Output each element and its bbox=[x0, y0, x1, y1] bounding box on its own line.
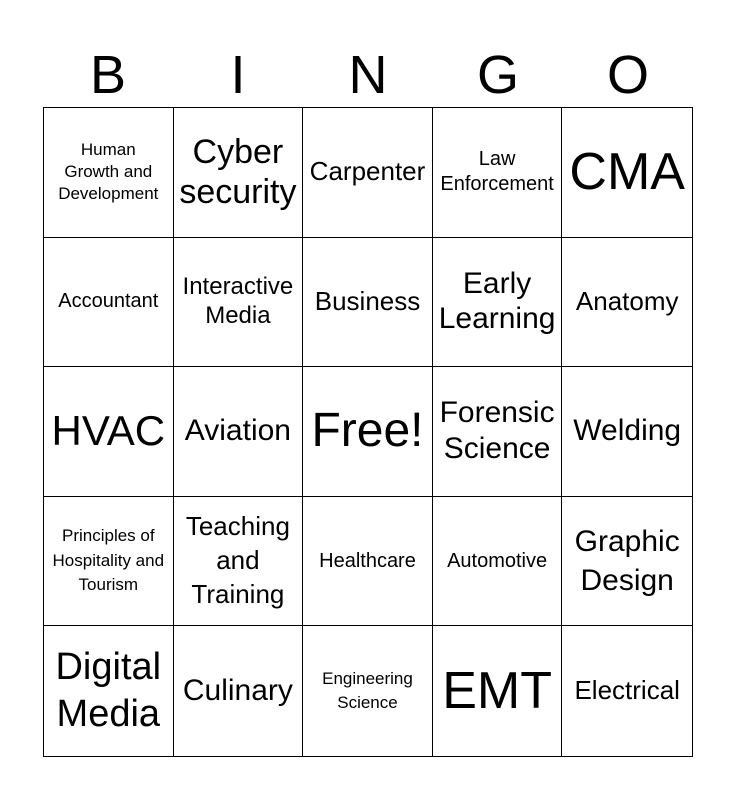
bingo-cell[interactable] bbox=[44, 626, 174, 756]
cell-label: CMA bbox=[569, 142, 685, 201]
header-letter-b: B bbox=[89, 45, 127, 105]
cell-label: Electrical bbox=[574, 675, 680, 706]
bingo-cell[interactable] bbox=[562, 497, 692, 627]
bingo-cell[interactable] bbox=[562, 238, 692, 368]
cell-label: Accountant bbox=[58, 290, 159, 313]
bingo-cell[interactable] bbox=[433, 238, 563, 368]
cell-label: Cyber security bbox=[179, 133, 297, 212]
bingo-cell[interactable] bbox=[174, 238, 304, 368]
cell-label: Graphic Design bbox=[574, 525, 680, 598]
cell-label: Law Enforcement bbox=[440, 148, 554, 196]
cell-label: Principles of Hospitality and Tourism bbox=[52, 526, 165, 595]
cell-label: Culinary bbox=[182, 674, 293, 708]
bingo-cell[interactable] bbox=[433, 367, 563, 497]
bingo-cell[interactable] bbox=[44, 238, 174, 368]
cell-label: EMT bbox=[442, 661, 552, 720]
cell-label: Engineering Science bbox=[322, 668, 413, 713]
free-space-label: Free! bbox=[311, 404, 424, 458]
header-letter-n: N bbox=[348, 45, 388, 105]
bingo-cell[interactable] bbox=[44, 108, 174, 238]
bingo-header bbox=[43, 44, 693, 106]
cell-label: Welding bbox=[573, 414, 682, 448]
cell-label: Business bbox=[314, 285, 421, 316]
cell-label: Interactive Media bbox=[182, 273, 294, 329]
header-letter-g: G bbox=[476, 45, 519, 105]
bingo-cell[interactable] bbox=[44, 497, 174, 627]
bingo-cell[interactable] bbox=[303, 626, 433, 756]
cell-label: Early Learning bbox=[438, 267, 556, 335]
cell-label: Carpenter bbox=[309, 156, 426, 187]
cell-label: Teaching and Training bbox=[185, 511, 290, 609]
bingo-cell[interactable] bbox=[303, 497, 433, 627]
bingo-cell[interactable] bbox=[303, 238, 433, 368]
bingo-cell[interactable] bbox=[433, 626, 563, 756]
cell-label: Anatomy bbox=[575, 285, 679, 316]
bingo-cell[interactable] bbox=[174, 367, 304, 497]
cell-label: Healthcare bbox=[319, 549, 416, 572]
cell-label: HVAC bbox=[51, 407, 166, 455]
cell-label: Automotive bbox=[447, 549, 548, 572]
bingo-cell[interactable] bbox=[174, 626, 304, 756]
bingo-board bbox=[43, 107, 693, 757]
bingo-cell[interactable] bbox=[303, 108, 433, 238]
cell-label: Digital Media bbox=[55, 645, 162, 736]
bingo-cell[interactable] bbox=[562, 108, 692, 238]
bingo-cell[interactable] bbox=[174, 108, 304, 238]
bingo-cell[interactable] bbox=[433, 108, 563, 238]
bingo-cell[interactable] bbox=[562, 626, 692, 756]
bingo-cell[interactable] bbox=[562, 367, 692, 497]
cell-label: Aviation bbox=[184, 414, 291, 448]
bingo-cell[interactable] bbox=[303, 367, 433, 497]
cell-label: Human Growth and Development bbox=[58, 140, 159, 204]
bingo-cell[interactable] bbox=[433, 497, 563, 627]
cell-label: Forensic Science bbox=[439, 396, 555, 466]
header-letter-i: I bbox=[230, 45, 246, 105]
bingo-cell[interactable] bbox=[44, 367, 174, 497]
bingo-cell[interactable] bbox=[174, 497, 304, 627]
header-letter-o: O bbox=[606, 45, 649, 105]
